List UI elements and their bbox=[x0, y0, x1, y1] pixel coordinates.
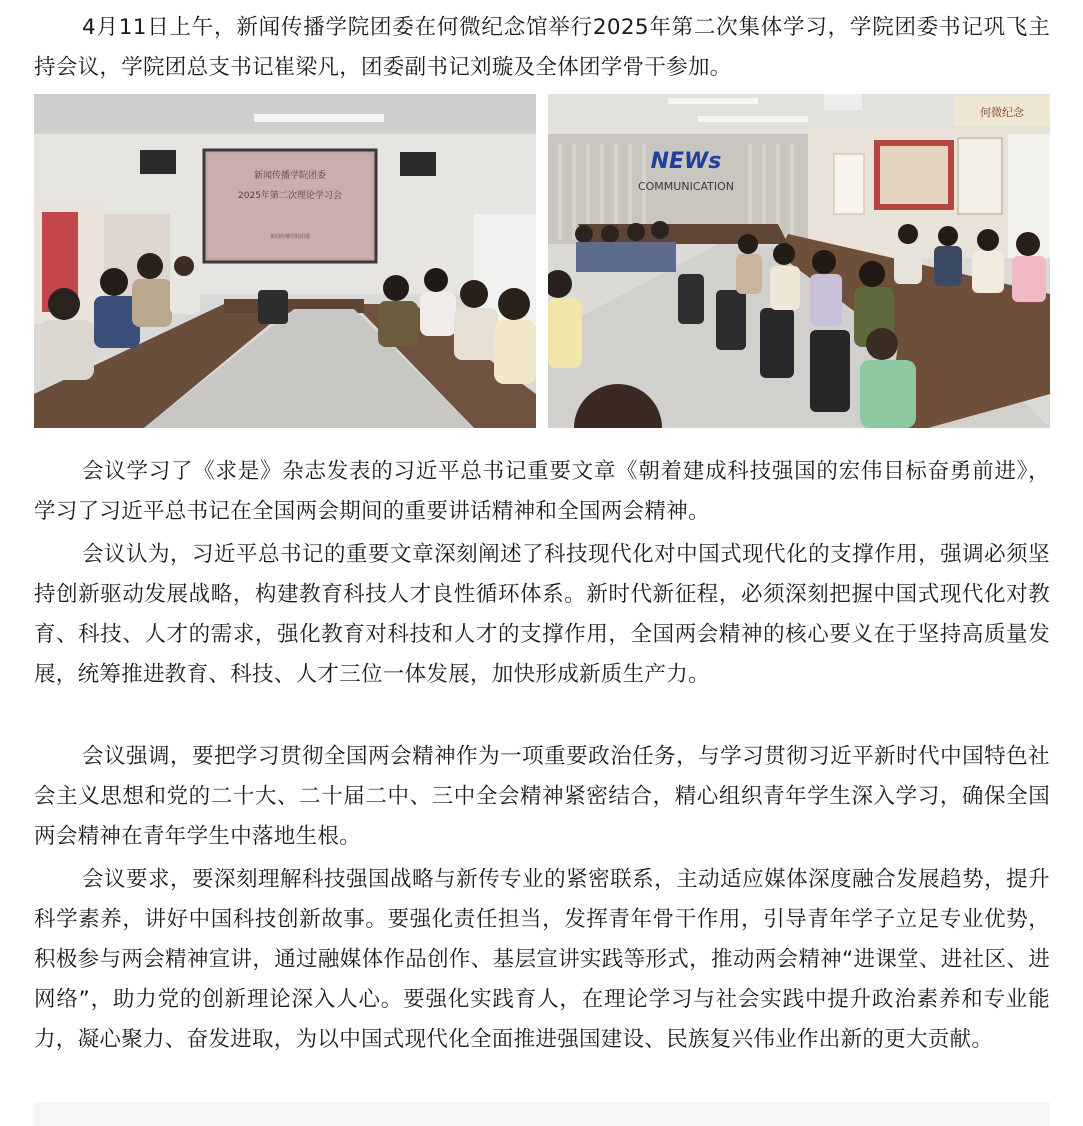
body-paragraph-1: 会议学习了《求是》杂志发表的习近平总书记重要文章《朝着建成科技强国的宏伟目标奋勇前进》，学习了习近平总书记在全国两会期间的重要讲话精神和全国两会精神。 bbox=[34, 459, 1050, 524]
photo-row bbox=[34, 94, 1050, 428]
body-paragraph-4: 会议要求，要深刻理解科技强国战略与新传专业的紧密联系，主动适应媒体深度融合发展趋势，提升科学素养，讲好中国科技创新故事。要强化责任担当，发挥青年骨干作用，引导青年学子立足专业优势，积极参与两会精神宣讲，通过融媒体作品创作、基层宣讲实践等形式，推动两会精神“进课堂、进社区、进网络”，助力党的创新理论深入人心。要强化实践育人，在理论学习与社会实践中提升政治素养和专业能力，凝心聚力、奋发进取，为以中国式现代化全面推进强国建设、民族复兴伟业作出新的更大贡献。 bbox=[34, 867, 1050, 1052]
banner-text: 何微纪念 bbox=[980, 106, 1024, 119]
screen-line-2: 2025年第二次理论学习会 bbox=[238, 191, 342, 201]
body-paragraph-2: 会议认为，习近平总书记的重要文章深刻阐述了科技现代化对中国式现代化的支撑作用，强调必须坚持创新驱动发展战略，构建教育科技人才良性循环体系。新时代新征程，必须深刻把握中国式现代化对教育、科技、人才的需求，强化教育对科技和人才的支撑作用，全国两会精神的核心要义在于坚持高质量发展，统筹推进教育、科技、人才三位一体发展，加快形成新质生产力。 bbox=[34, 542, 1050, 687]
intro-paragraph: 4月11日上午，新闻传播学院团委在何微纪念馆举行2025年第二次集体学习，学院团委书记巩飞主持会议，学院团总支书记崔梁凡，团委副书记刘璇及全体团学骨干参加。 bbox=[34, 15, 1050, 80]
news-logo-sub: COMMUNICATION bbox=[637, 180, 735, 193]
screen-line-1: 新闻传播学院团委 bbox=[253, 171, 327, 181]
meeting-photo-left bbox=[34, 94, 536, 428]
bottom-band bbox=[34, 1102, 1050, 1126]
body-paragraph-3: 会议强调，要把学习贯彻全国两会精神作为一项重要政治任务，与学习贯彻习近平新时代中国特色社会主义思想和党的二十大、二十届二中、三中全会精神紧密结合，精心组织青年学生深入学习，确保全国两会精神在青年学生中落地生根。 bbox=[34, 744, 1050, 849]
meeting-photo-right bbox=[548, 94, 1050, 428]
news-logo-text: NEWs bbox=[650, 149, 722, 174]
screen-line-3: 新闻传播学院团委 bbox=[269, 234, 311, 240]
